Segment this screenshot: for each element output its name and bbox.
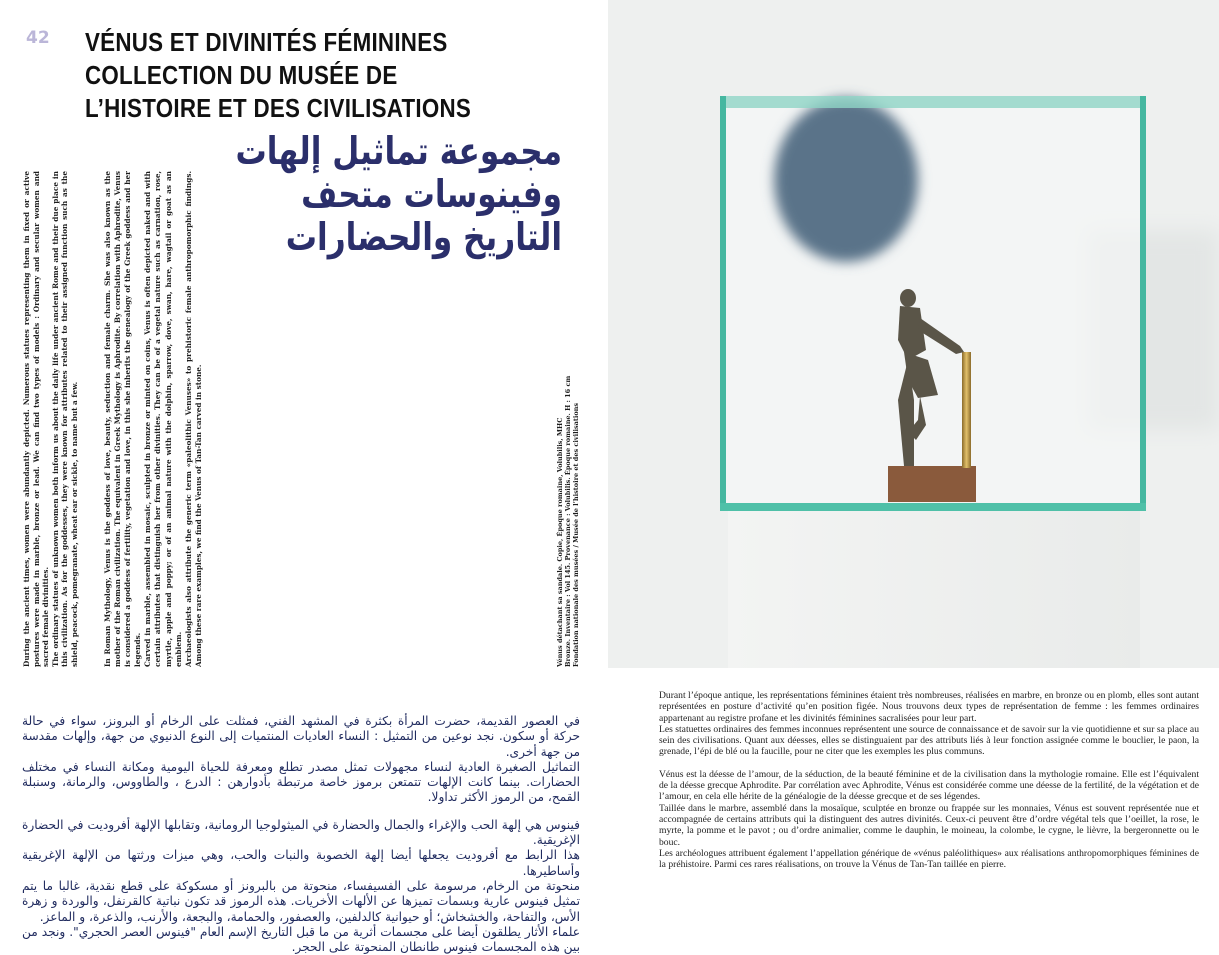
glass-top-edge (720, 96, 1146, 108)
page-title: VÉNUS ET DIVINITÉS FÉMININES COLLECTION DU MUSÉE DE L’HISTOIRE ET DES CIVILISATIONS (85, 27, 472, 123)
paragraph: علماء الأثار يطلقون أيضا على مجسمات أثرية من ما قبل التاريخ الإسم العام "فينوس العصر الحجري". ونجد من بين هذه المجسمات فينوس طانطان المنحوتة على الحجر. (22, 924, 580, 955)
arabic-title: مجموعة تماثيل إلهات وفينوسات متحف التاريخ والحضارات (235, 129, 562, 259)
photo-illustration (608, 0, 1219, 668)
paragraph: فينوس هي إلهة الحب والإغراء والجمال والحضارة في الميثولوجيا الرومانية، وتقابلها الإلهة أفروديت في الحضارة الإغريقية. (22, 817, 580, 848)
blurred-blue-object (774, 98, 918, 262)
caption-line: Fondation nationale des musées / Musée de l’histoire et des civilisations (572, 402, 581, 667)
paragraph: During the ancient times, women were abundantly depicted. Numerous statues representing them in fixed or active postures were made in marble, bronze or lead. We can find two types of models : Ordinary and secular women and sacred female divinities. (22, 171, 50, 667)
page-number: 42 (26, 28, 50, 48)
paragraph-spacer (22, 806, 580, 818)
paragraph: Archaeologists also attribute the generic term «paleolithic Venuses» to prehistoric female anthropomorphic findings. Among these rare examples, we find the Venus of Tan-Tan carved in stone. (183, 171, 203, 667)
paragraph: في العصور القديمة، حضرت المرأة بكثرة في المشهد الفني، فمثلت على الرخام أو البرونز، سواء في حالة حركة أو سكون. نجد نوعين من التمثيل : النساء العاديات المنتميات إلى النوع الدنيوي من جهة، وإلهات مقدسة من جهة أخرى. (22, 714, 580, 759)
paragraph: Vénus est la déesse de l’amour, de la séduction, de la beauté féminine et de la civilisation dans la mythologie romaine. Elle est l’équivalent de la déesse grecque Aphrodite. Par corrélation avec Aphrodite, Vénus est considérée comme une déesse de la fertilité, de la végétation et de l’amour, en cela elle hérite de la généalogie de la déesse grecque et de ses légendes. (659, 768, 1199, 803)
pedestal (728, 511, 1140, 668)
statue-base (888, 466, 976, 502)
arabic-body-text (22, 714, 580, 955)
paragraph: In Roman Mythology, Venus is the goddess of love, beauty, seduction and female charm. She was also known as the mother of the Roman civilization. The equivalent in Greek Mythology is Aphrodite. By correlation with Aphrodite, Venus is considered a goddess of fertility, vegetation and love, in this she inherits the genealogy of the Greek goddess and her legends. (103, 171, 143, 667)
paragraph: Les archéologues attribuent également l’appellation générique de «vénus paléolithiques» aux réalisations anthropomorphiques féminines de la préhistoire. Parmi ces rares réalisations, on trouve la Vénus de Tan-Tan taillée en pierre. (659, 847, 1199, 871)
english-text-column-2 (103, 171, 238, 667)
paragraph: هذا الرابط مع أفروديت يجعلها أيضا إلهة الخصوبة والنبات والحب، وهي ميزات ورثتها من الإلهة الإغريقية وأساطيرها. (22, 848, 580, 878)
paragraph: Durant l’époque antique, les représentations féminines étaient très nombreuses, réalisées en marbre, en bronze ou en plomb, elles sont autant représentées en posture d’activité qu’en position figée. Nous trouvons deux types de représentation de femme : les femmes ordinaires appartenant au registre profane et les divinités féminines sacralisées pour leur part. (659, 690, 1199, 724)
caption-line: Vénus détachant sa sandale. Copie, Époque romaine, Volubilis, MHC (556, 417, 564, 667)
french-body-text (659, 690, 1199, 870)
paragraph: التماثيل الصغيرة العادية لنساء مجهولات تمثل مصدر تطلع ومعرفة للحياة اليومية ومكانة النساء في مختلف الحضارات. بينما كانت الإلهات تتمتعن برموز خاصة مرتبطة بأدوارهن : الدرع ، والطاووس، والرمانة، وسنبلة القمح، من الرموز الأكثر تداولا. (22, 759, 580, 805)
paragraph: Carved in marble, assembled in mosaic, sculpted in bronze or minted on coins, Venus is often depicted naked and with certain attributes that distinguish her from other divinities. They can be of a vegetal nature such as carnation, rose, myrtle, apple and poppy; or of an animal nature with the dolphin, sparrow, dove, swan, hare, wagtail or goat as an emblem. (143, 171, 183, 667)
caption-line: Bronze. Inventaire : Vol 145. Provenance : Volubilis. Époque romaine. H : 16 cm (564, 375, 573, 667)
paragraph: Les statuettes ordinaires des femmes inconnues représentent une source de connaissance et de savoir sur la vie quotidienne et sur sa place au sein des civilisations. Quant aux déesses, elles se distinguaient par des attributs liés à leur fonction assignée comme le bouclier, le paon, la grenade, l’épi de blé ou la faucille, pour ne citer que les exemples les plus communs. (659, 723, 1199, 758)
paragraph: منحوتة من الرخام، مرسومة على الفسيفساء، منحوتة من بالبرونز أو مسكوكة على قطع نقدية، غالبا ما يتم تمثيل فينوس عارية وبسمات تميزها عن الألهات الأخريات. هذه الرموز قد تكون نباتية كالقرنفل، والوردة و زهرة الأس، والتفاحة، والخشخاش؛ أو حيوانية كالدلفين، والعصفور، والحمامة، والبجعة، والأرنب، والذعرة، و الماعز. (22, 878, 580, 924)
english-text-column-1 (22, 171, 98, 667)
glass-left-edge (720, 96, 726, 511)
glass-bottom-edge (720, 503, 1146, 511)
photo-caption (556, 341, 596, 667)
venus-statue-photo (608, 0, 1219, 668)
statue-pillar (962, 352, 971, 468)
paragraph: Taillée dans le marbre, assemblé dans la mosaïque, sculptée en bronze ou frappée sur les monnaies, Vénus est souvent représentée nue et accompagnée de certains attributs qui la distinguent des autres divinités. Ceux-ci peuvent être d’ordre végétal tels que l’oeillet, la rose, le myrte, la pomme et le pavot ; ou d’ordre animalier, comme le dauphin, le moineau, la colombe, le cygne, le lièvre, la bergeronnette ou le bouc. (659, 802, 1199, 848)
glass-right-edge (1140, 96, 1146, 511)
paragraph: The ordinary statues of unknown women both inform us about the daily life under ancient Rome and their due place in this civilization. As for the goddesses, they were known for attributes related to their assigned function such as the shield, peacock, pomegranate, wheat ear or sickle, to name but a few. (50, 171, 79, 667)
